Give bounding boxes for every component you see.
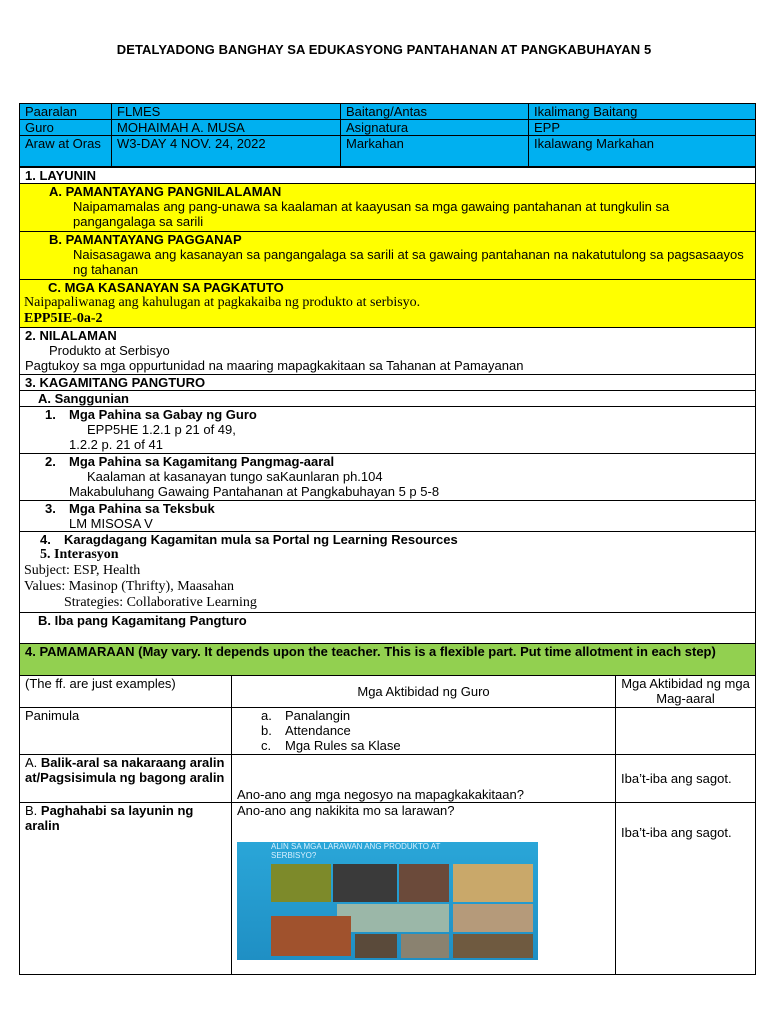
worker-photo-icon [355, 934, 397, 958]
label-paaralan: Paaralan [20, 104, 112, 120]
panimula-mag-aaral [616, 708, 756, 755]
list-text: Mga Rules sa Klase [285, 738, 401, 753]
kasanayan-title: C. MGA KASANAYAN SA PAGKATUTO [48, 280, 284, 295]
interasyon-heading: 5. Interasyon [40, 547, 119, 562]
balik-aral-guro: Ano-ano ang mga negosyo na mapagkakakitaan? [232, 755, 616, 803]
value-teacher: MOHAIMAH A. MUSA [112, 120, 341, 136]
label-asignatura: Asignatura [341, 120, 529, 136]
header-row [20, 120, 756, 136]
label-guro: Guro [20, 120, 112, 136]
table-row [20, 803, 756, 975]
item-teksbuk-title [25, 501, 750, 516]
food-photo-icon [271, 864, 331, 902]
gabay-ng-guro [20, 407, 756, 454]
list-text: Attendance [285, 723, 351, 738]
integration-subject: Subject: ESP, Health [24, 563, 141, 578]
farm-photo-icon [337, 904, 449, 932]
panimula-label: Panimula [20, 708, 232, 755]
kasanayan-text: Naipapaliwanag ang kahulugan at pagkakaiba ng produkto at serbisyo. [24, 295, 421, 310]
crafts-photo-icon [453, 904, 533, 932]
column-header-guro: Mga Aktibidad ng Guro [232, 676, 616, 708]
document-title: DETALYADONG BANGHAY SA EDUKASYONG PANTAHANAN AT PANGKABUHAYAN 5 [116, 42, 652, 57]
skewers-photo-icon [271, 916, 351, 956]
gabay-ref-1: EPP5HE 1.2.1 p 21 of 49, [87, 422, 236, 437]
paghahabi-guro [232, 803, 616, 975]
list-marker: a. [261, 708, 272, 723]
competency-code: EPP5IE-0a-2 [24, 311, 103, 326]
item-number: 3. [45, 501, 56, 516]
list-item [237, 708, 610, 723]
value-subject: EPP [529, 120, 756, 136]
label-baitang: Baitang/Antas [341, 104, 529, 120]
pagganap-text: Naisasagawa ang kasanayan sa pangangalaga sa sarili at sa gawaing pantahanan na nakatutulong sa pagsasaayos ng tahanan [73, 247, 744, 277]
paghahabi-label [20, 803, 232, 975]
product-service-image [237, 842, 538, 960]
sanggunian-heading: A. Sanggunian [20, 391, 756, 407]
kagamitan-heading: 3. KAGAMITANG PANGTURO [20, 375, 756, 391]
item-number: 4. [40, 532, 51, 547]
pangmag-aaral-ref-1: Kaalaman at kasanayan tungo saKaunlaran ph.104 [87, 469, 383, 484]
pagganap-title: B. PAMANTAYANG PAGGANAP [49, 232, 242, 247]
pamamaraan-heading: 4. PAMAMARAAN (May vary. It depends upon the teacher. This is a flexible part. Put time allotment in each step) [20, 644, 756, 676]
tires-photo-icon [333, 864, 397, 902]
layunin-heading: 1. LAYUNIN [20, 168, 756, 184]
kagamitang-pangmag-aaral [20, 454, 756, 501]
list-text: Panalangin [285, 708, 351, 723]
item-pangmag-aaral-title [25, 454, 750, 469]
item-title: Mga Pahina sa Teksbuk [69, 501, 215, 516]
panimula-activities [232, 708, 616, 755]
step-letter: B. [25, 803, 41, 818]
pamantayang-pangnilalaman [20, 184, 756, 232]
item-gabay-title [25, 407, 750, 422]
step-letter: A. [25, 755, 41, 770]
balik-aral-label [20, 755, 232, 803]
list-item [237, 738, 610, 753]
item-number: 1. [45, 407, 56, 422]
item-number: 2. [45, 454, 56, 469]
pangnilalaman-text: Naipamamalas ang pang-unawa sa kaalaman at kaayusan sa mga gawaing pantahanan at tungkulin sa pangangalaga sa sarili [73, 199, 670, 229]
value-school: FLMES [112, 104, 341, 120]
item-title: Mga Pahina sa Gabay ng Guro [69, 407, 257, 422]
nilalaman-heading: 2. NILALAMAN [25, 328, 117, 343]
produce-photo-icon [453, 864, 533, 902]
step-title: Paghahabi sa layunin ng aralin [25, 803, 194, 833]
value-grade: Ikalimang Baitang [529, 104, 756, 120]
lesson-plan-table [19, 167, 756, 644]
balik-aral-mag-aaral: Iba’t-iba ang sagot. [616, 755, 756, 803]
shop-photo-icon [399, 864, 449, 902]
iba-pang-kagamitan: B. Iba pang Kagamitang Pangturo [20, 613, 756, 644]
item-portal-title [24, 532, 750, 547]
image-caption: ALIN SA MGA LARAWAN ANG PRODUKTO AT SERBISYO? [271, 842, 441, 860]
item-title: Karagdagang Kagamitan mula sa Portal ng Learning Resources [64, 532, 458, 547]
column-header-steps: (The ff. are just examples) [20, 676, 232, 708]
fish-photo-icon [401, 934, 449, 958]
header-row [20, 104, 756, 120]
pangmag-aaral-ref-2: Makabuluhang Gawaing Pantahanan at Pangkabuhayan 5 p 5-8 [69, 484, 440, 499]
header-row [20, 136, 756, 167]
table-row [20, 708, 756, 755]
gabay-ref-2: 1.2.2 p. 21 of 41 [69, 437, 163, 452]
integration-values: Values: Masinop (Thrifty), Maasahan [24, 579, 234, 594]
value-quarter: Ikalawang Markahan [529, 136, 756, 167]
list-marker: c. [261, 738, 272, 753]
label-araw: Araw at Oras [20, 136, 112, 167]
label-markahan: Markahan [341, 136, 529, 167]
integration-strategies: Strategies: Collaborative Learning [64, 595, 257, 610]
table-row [20, 755, 756, 803]
goods-photo-icon [453, 934, 533, 958]
list-item [237, 723, 610, 738]
teksbuk-ref: LM MISOSA V [69, 516, 153, 531]
paghahabi-mag-aaral: Iba’t-iba ang sagot. [616, 803, 756, 975]
step-title: Balik-aral sa nakaraang aralin at/Pagsisimula ng bagong aralin [25, 755, 225, 785]
nilalaman-topic: Produkto at Serbisyo [49, 343, 170, 358]
item-title: Mga Pahina sa Kagamitang Pangmag-aaral [69, 454, 335, 469]
portal-learning-resources [20, 532, 756, 613]
column-header-mag-aaral: Mga Aktibidad ng mga Mag-aaral [616, 676, 756, 708]
pangnilalaman-title: A. PAMANTAYANG PANGNILALAMAN [49, 184, 282, 199]
header-table [19, 103, 756, 167]
nilalaman-description: Pagtukoy sa mga oppurtunidad na maaring mapagkakitaan sa Tahanan at Pamayanan [25, 358, 524, 373]
list-marker: b. [261, 723, 272, 738]
value-date: W3-DAY 4 NOV. 24, 2022 [112, 136, 341, 167]
pamamaraan-table [19, 643, 756, 975]
paghahabi-question: Ano-ano ang nakikita mo sa larawan? [237, 803, 455, 818]
kasanayan-sa-pagkatuto [20, 280, 756, 328]
pamantayang-pagganap [20, 232, 756, 280]
teksbuk [20, 501, 756, 532]
nilalaman-section [20, 328, 756, 375]
